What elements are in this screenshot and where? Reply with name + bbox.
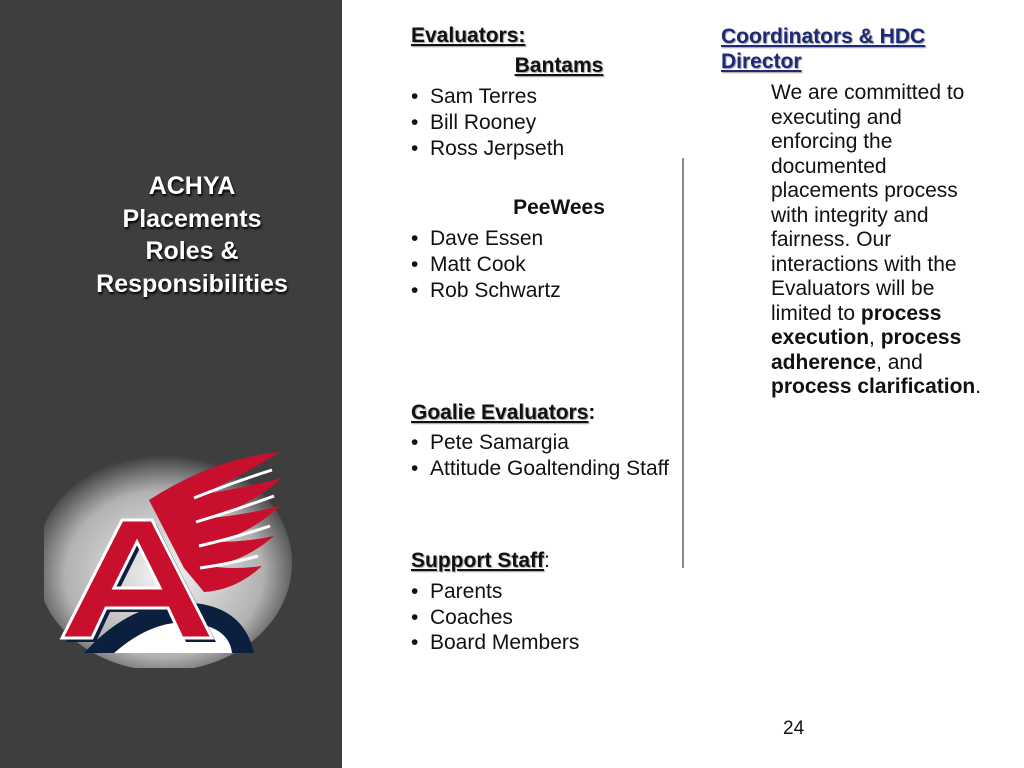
spacer (411, 163, 681, 193)
evaluators-heading: Evaluators: (411, 24, 526, 47)
support-heading-row (411, 546, 681, 576)
term-process-execution: process execution (771, 301, 942, 349)
statement-separator: , and (876, 350, 923, 374)
evaluators-column (411, 21, 681, 658)
list-item: • Rob Schwartz (411, 280, 681, 301)
support-colon: : (543, 549, 550, 573)
slide-title (40, 170, 344, 300)
list-item: • Parents (411, 581, 681, 602)
list-item: • Coaches (411, 607, 681, 628)
coordinators-heading: Coordinators & HDC Director (721, 25, 926, 73)
peewees-label: PeeWees (513, 196, 605, 220)
list-item: • Pete Samargia (411, 432, 681, 453)
title-line-3: Roles & (145, 237, 239, 265)
list-item: • Dave Essen (411, 228, 681, 249)
list-item: • Ross Jerpseth (411, 138, 681, 159)
list-item: • Matt Cook (411, 254, 681, 275)
term-process-adherence: process adherence (771, 326, 962, 374)
statement-intro: We are committed to executing and enforcing the documented placements process with integrity and fairness. Our interactions with the Evaluators will be limited to (771, 81, 965, 325)
goalie-heading: Goalie Evaluators (411, 400, 589, 424)
list-item: • Attitude Goaltending Staff (411, 458, 681, 479)
page-number: 24 (783, 718, 805, 739)
spacer (411, 306, 681, 398)
title-line-4: Responsibilities (96, 269, 288, 298)
spacer (411, 484, 681, 546)
commitment-statement (771, 81, 991, 400)
column-divider (682, 158, 684, 568)
list-item: • Sam Terres (411, 86, 681, 107)
term-process-clarification: process clarification (771, 375, 976, 398)
title-line-2: Placements (122, 204, 262, 233)
support-heading: Support Staff (411, 549, 544, 573)
list-item: • Board Members (411, 632, 681, 653)
title-line-1: ACHYA (148, 172, 236, 200)
statement-end: . (975, 375, 982, 398)
statement-separator: , (869, 326, 881, 349)
list-item: • Bill Rooney (411, 112, 681, 133)
goalie-heading-row (411, 398, 681, 428)
bantams-label: Bantams (514, 54, 604, 78)
achya-logo-icon (44, 448, 294, 668)
goalie-colon: : (588, 400, 596, 424)
